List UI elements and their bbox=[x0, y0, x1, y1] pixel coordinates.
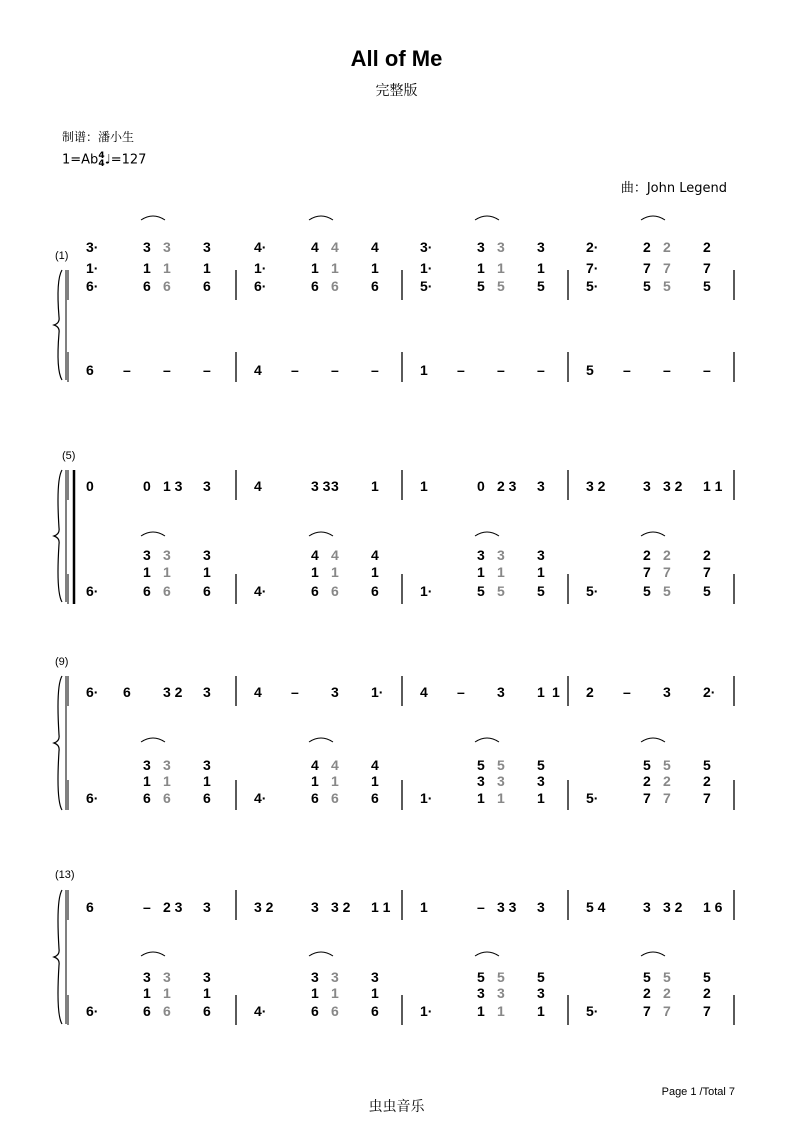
note: 2 bbox=[643, 547, 651, 563]
note: 3 bbox=[537, 478, 545, 494]
note: 1 bbox=[331, 564, 339, 580]
note: 3 bbox=[497, 985, 505, 1001]
note: – bbox=[291, 684, 299, 700]
note: 4· bbox=[254, 1003, 267, 1019]
note: 6 bbox=[163, 583, 171, 599]
note: 3 bbox=[143, 239, 151, 255]
tie-arc bbox=[641, 738, 665, 742]
note: 4 bbox=[371, 547, 379, 563]
note: 6 bbox=[371, 1003, 379, 1019]
note: 6 bbox=[203, 583, 211, 599]
page-indicator: Page 1 /Total 7 bbox=[661, 1086, 735, 1098]
note: 3 bbox=[163, 239, 171, 255]
note: 2 bbox=[663, 547, 671, 563]
note: 5 bbox=[477, 969, 485, 985]
note: 5 bbox=[643, 278, 651, 294]
tie-arc bbox=[475, 738, 499, 742]
note: 1 bbox=[371, 773, 379, 789]
note: 3 bbox=[203, 969, 211, 985]
note: 1 bbox=[420, 362, 428, 378]
note: 6 bbox=[371, 278, 379, 294]
note: 6 bbox=[371, 583, 379, 599]
note: 6· bbox=[86, 278, 99, 294]
note: 3 bbox=[311, 969, 319, 985]
note: 5 bbox=[497, 278, 505, 294]
note: 3 bbox=[163, 969, 171, 985]
note: 3 bbox=[203, 757, 211, 773]
note: 7 bbox=[643, 260, 651, 276]
note: – bbox=[703, 362, 711, 378]
note: 1 bbox=[203, 985, 211, 1001]
note: 6 bbox=[311, 583, 319, 599]
note: 1 bbox=[143, 985, 151, 1001]
note: 5 4 bbox=[586, 899, 606, 915]
note: 4 bbox=[371, 757, 379, 773]
note: 3 bbox=[477, 239, 485, 255]
note: 5 bbox=[497, 583, 505, 599]
note: 3 bbox=[331, 969, 339, 985]
note: 3 2 bbox=[331, 899, 351, 915]
note: – bbox=[291, 362, 299, 378]
note: 6 bbox=[203, 790, 211, 806]
note: – bbox=[163, 362, 171, 378]
note: 3 bbox=[143, 547, 151, 563]
note: 3 3 bbox=[311, 478, 331, 494]
note: 3 bbox=[143, 969, 151, 985]
brace bbox=[54, 890, 62, 1024]
note: 3 bbox=[497, 547, 505, 563]
note: 1 bbox=[331, 985, 339, 1001]
note: 5 bbox=[703, 278, 711, 294]
note: – bbox=[623, 362, 631, 378]
note: 3 3 bbox=[497, 899, 517, 915]
note: 3· bbox=[86, 239, 99, 255]
note: 5· bbox=[586, 278, 599, 294]
note: 4 bbox=[254, 478, 262, 494]
note: 1 bbox=[371, 985, 379, 1001]
note: 6 bbox=[86, 899, 94, 915]
note: 1 bbox=[163, 773, 171, 789]
note: 7 bbox=[643, 564, 651, 580]
note: 6 bbox=[331, 790, 339, 806]
note: 1 bbox=[143, 260, 151, 276]
note: 4 bbox=[331, 547, 339, 563]
note: 5 bbox=[703, 969, 711, 985]
note: 3 2 bbox=[586, 478, 606, 494]
note: – bbox=[457, 362, 465, 378]
note: 4· bbox=[254, 239, 267, 255]
note: 5 bbox=[537, 583, 545, 599]
note: 1 bbox=[537, 684, 545, 700]
note: 3 bbox=[497, 773, 505, 789]
note: 4 bbox=[420, 684, 428, 700]
note: 3 bbox=[537, 239, 545, 255]
note: 5 bbox=[477, 757, 485, 773]
note: 1 bbox=[311, 564, 319, 580]
note: – bbox=[143, 899, 151, 915]
note: 5 bbox=[537, 757, 545, 773]
note: 4 bbox=[311, 547, 319, 563]
note: 4 bbox=[311, 757, 319, 773]
note: 6 bbox=[311, 790, 319, 806]
quarter-note-icon: ♩ bbox=[104, 152, 111, 168]
note: 3 bbox=[643, 899, 651, 915]
note: – bbox=[623, 684, 631, 700]
tie-arc bbox=[641, 952, 665, 956]
note: 3 bbox=[203, 684, 211, 700]
note: 1 bbox=[143, 773, 151, 789]
note: 1 bbox=[537, 1003, 545, 1019]
note: 6 bbox=[143, 790, 151, 806]
note: 6 bbox=[331, 1003, 339, 1019]
note: 2 bbox=[703, 985, 711, 1001]
note: 1 bbox=[163, 260, 171, 276]
note: 6 bbox=[123, 684, 131, 700]
note: 2 3 bbox=[163, 899, 183, 915]
note: 1 bbox=[203, 260, 211, 276]
arranger-credit: 制谱：潘小生 bbox=[62, 130, 135, 144]
note: 5 bbox=[663, 583, 671, 599]
note: 1 bbox=[537, 260, 545, 276]
note: 2 bbox=[643, 239, 651, 255]
note: 1· bbox=[420, 583, 433, 599]
note: 3 bbox=[537, 985, 545, 1001]
note: 0 bbox=[86, 478, 94, 494]
footer-brand: 虫虫音乐 bbox=[368, 1099, 425, 1115]
note: 3 2 bbox=[663, 899, 683, 915]
note: 3 bbox=[331, 684, 339, 700]
note: 1 bbox=[311, 985, 319, 1001]
note: 3 2 bbox=[663, 478, 683, 494]
note: – bbox=[331, 362, 339, 378]
note: 1 bbox=[331, 260, 339, 276]
note: 4 bbox=[254, 684, 262, 700]
note: 5 bbox=[537, 278, 545, 294]
note: 6· bbox=[254, 278, 267, 294]
note: 1 bbox=[371, 564, 379, 580]
note: 3 bbox=[311, 899, 319, 915]
note: 1 bbox=[371, 260, 379, 276]
note: 7· bbox=[586, 260, 599, 276]
note: 4· bbox=[254, 790, 267, 806]
note: 5· bbox=[586, 1003, 599, 1019]
note: 1 bbox=[497, 1003, 505, 1019]
note: 1· bbox=[420, 260, 433, 276]
note: 6 bbox=[86, 362, 94, 378]
note: 1 6 bbox=[703, 899, 723, 915]
measure-number: (1) bbox=[55, 250, 69, 262]
key-label: 1=Ab bbox=[62, 152, 99, 168]
note: 2· bbox=[703, 684, 716, 700]
note: 1· bbox=[420, 1003, 433, 1019]
composer-credit: 曲：John Legend bbox=[620, 181, 727, 196]
note: 3 2 bbox=[163, 684, 183, 700]
note: 6 bbox=[331, 583, 339, 599]
tie-arc bbox=[141, 216, 165, 220]
note: 7 bbox=[663, 1003, 671, 1019]
note: – bbox=[537, 362, 545, 378]
song-subtitle: 完整版 bbox=[375, 83, 418, 99]
note: 1 bbox=[552, 684, 560, 700]
note: 7 bbox=[703, 790, 711, 806]
note: 1 bbox=[477, 564, 485, 580]
note: 1 bbox=[163, 564, 171, 580]
note: 1 bbox=[203, 773, 211, 789]
note: 5 bbox=[643, 969, 651, 985]
note: 5 bbox=[477, 278, 485, 294]
note: 3· bbox=[420, 239, 433, 255]
note: – bbox=[203, 362, 211, 378]
note: 6· bbox=[86, 1003, 99, 1019]
note: 7 bbox=[643, 790, 651, 806]
brace bbox=[54, 470, 62, 602]
note: 2 bbox=[586, 684, 594, 700]
note: 6· bbox=[86, 684, 99, 700]
note: 1 bbox=[163, 985, 171, 1001]
note: 3 2 bbox=[254, 899, 274, 915]
note: – bbox=[371, 362, 379, 378]
note: 5 bbox=[643, 757, 651, 773]
note: 5 bbox=[497, 757, 505, 773]
note: 5 bbox=[497, 969, 505, 985]
note: 7 bbox=[663, 260, 671, 276]
time-numerator: 4 bbox=[98, 151, 105, 161]
note: 3 bbox=[477, 773, 485, 789]
song-title: All of Me bbox=[350, 46, 443, 71]
note: 2 bbox=[643, 985, 651, 1001]
note: 3 bbox=[203, 547, 211, 563]
note: 5 bbox=[703, 583, 711, 599]
note: 3 bbox=[203, 239, 211, 255]
note: 5 bbox=[537, 969, 545, 985]
note: 7 bbox=[663, 564, 671, 580]
note: 3 bbox=[143, 757, 151, 773]
note: 1 bbox=[311, 260, 319, 276]
note: 2 bbox=[663, 773, 671, 789]
note: 1 bbox=[477, 260, 485, 276]
tie-arc bbox=[141, 952, 165, 956]
note: 6 bbox=[143, 278, 151, 294]
note: 6 bbox=[311, 1003, 319, 1019]
note: 3 bbox=[497, 239, 505, 255]
tie-arc bbox=[309, 216, 333, 220]
note: 5 bbox=[663, 278, 671, 294]
note: 5 bbox=[663, 757, 671, 773]
note: 4 bbox=[331, 757, 339, 773]
note: 3 bbox=[643, 478, 651, 494]
note: 1· bbox=[86, 260, 99, 276]
note: 6 bbox=[203, 1003, 211, 1019]
note: 7 bbox=[643, 1003, 651, 1019]
tie-arc bbox=[309, 738, 333, 742]
note: 3 bbox=[663, 684, 671, 700]
note: 3 bbox=[537, 899, 545, 915]
note: – bbox=[663, 362, 671, 378]
note: 7 bbox=[703, 260, 711, 276]
note: 1 bbox=[477, 1003, 485, 1019]
note: 1 bbox=[371, 478, 379, 494]
note: 1 bbox=[537, 564, 545, 580]
note: 5· bbox=[586, 583, 599, 599]
note: 1 bbox=[420, 478, 428, 494]
note: 1 1 bbox=[703, 478, 723, 494]
note: 3 bbox=[537, 773, 545, 789]
note: 3 bbox=[497, 684, 505, 700]
note: – bbox=[123, 362, 131, 378]
note: 6 bbox=[163, 278, 171, 294]
note: 2 bbox=[703, 773, 711, 789]
note: 1 bbox=[497, 260, 505, 276]
tie-arc bbox=[475, 216, 499, 220]
note: 3 bbox=[537, 547, 545, 563]
note: 6 bbox=[311, 278, 319, 294]
note: 1 bbox=[143, 564, 151, 580]
note: 0 bbox=[477, 478, 485, 494]
note: 2 bbox=[703, 239, 711, 255]
tie-arc bbox=[141, 532, 165, 536]
note: 3 bbox=[163, 547, 171, 563]
time-denominator: 4 bbox=[98, 159, 105, 169]
note: 1 bbox=[537, 790, 545, 806]
note: 3 bbox=[203, 478, 211, 494]
brace bbox=[54, 270, 62, 380]
note: 4· bbox=[254, 583, 267, 599]
measure-number: (5) bbox=[62, 450, 76, 462]
note: 2· bbox=[586, 239, 599, 255]
note: 4 bbox=[331, 239, 339, 255]
note: 1 bbox=[497, 564, 505, 580]
note: 6· bbox=[86, 790, 99, 806]
note: 1· bbox=[254, 260, 267, 276]
note: – bbox=[497, 362, 505, 378]
note: 4 bbox=[311, 239, 319, 255]
note: 1 1 bbox=[371, 899, 391, 915]
note: 3 bbox=[331, 478, 339, 494]
note: 7 bbox=[703, 564, 711, 580]
note: 1· bbox=[420, 790, 433, 806]
tie-arc bbox=[641, 532, 665, 536]
note: 2 bbox=[643, 773, 651, 789]
note: 5· bbox=[586, 790, 599, 806]
note: 6 bbox=[371, 790, 379, 806]
tie-arc bbox=[141, 738, 165, 742]
note: 0 bbox=[143, 478, 151, 494]
note: 6 bbox=[163, 1003, 171, 1019]
note: 1 bbox=[477, 790, 485, 806]
note: 3 bbox=[477, 985, 485, 1001]
note: 3 bbox=[477, 547, 485, 563]
note: 5 bbox=[586, 362, 594, 378]
tempo-label: =127 bbox=[110, 152, 147, 168]
note: 3 bbox=[203, 899, 211, 915]
brace bbox=[54, 676, 62, 810]
note: 1 bbox=[497, 790, 505, 806]
note: 1 bbox=[203, 564, 211, 580]
note: 6 bbox=[203, 278, 211, 294]
tie-arc bbox=[309, 532, 333, 536]
note: 6 bbox=[163, 790, 171, 806]
note: 7 bbox=[703, 1003, 711, 1019]
note: 2 bbox=[663, 985, 671, 1001]
note: 6 bbox=[143, 1003, 151, 1019]
measure-number: (9) bbox=[55, 656, 69, 668]
tie-arc bbox=[641, 216, 665, 220]
note: 4 bbox=[371, 239, 379, 255]
note: 2 bbox=[703, 547, 711, 563]
note: 1 bbox=[420, 899, 428, 915]
note: 1 bbox=[311, 773, 319, 789]
note: 1 bbox=[331, 773, 339, 789]
note: 6· bbox=[86, 583, 99, 599]
note: 4 bbox=[254, 362, 262, 378]
note: 5 bbox=[477, 583, 485, 599]
note: 5 bbox=[663, 969, 671, 985]
note: 3 bbox=[163, 757, 171, 773]
note: 3 bbox=[371, 969, 379, 985]
note: 1· bbox=[371, 684, 384, 700]
tie-arc bbox=[475, 532, 499, 536]
note: 2 3 bbox=[497, 478, 517, 494]
note: 2 bbox=[663, 239, 671, 255]
note: 5 bbox=[643, 583, 651, 599]
note: 7 bbox=[663, 790, 671, 806]
note: 1 3 bbox=[163, 478, 183, 494]
note: 5 bbox=[703, 757, 711, 773]
note: – bbox=[477, 899, 485, 915]
tie-arc bbox=[309, 952, 333, 956]
note: 5· bbox=[420, 278, 433, 294]
note: 6 bbox=[331, 278, 339, 294]
measure-number: (13) bbox=[55, 869, 75, 881]
tie-arc bbox=[475, 952, 499, 956]
note: – bbox=[457, 684, 465, 700]
note: 6 bbox=[143, 583, 151, 599]
